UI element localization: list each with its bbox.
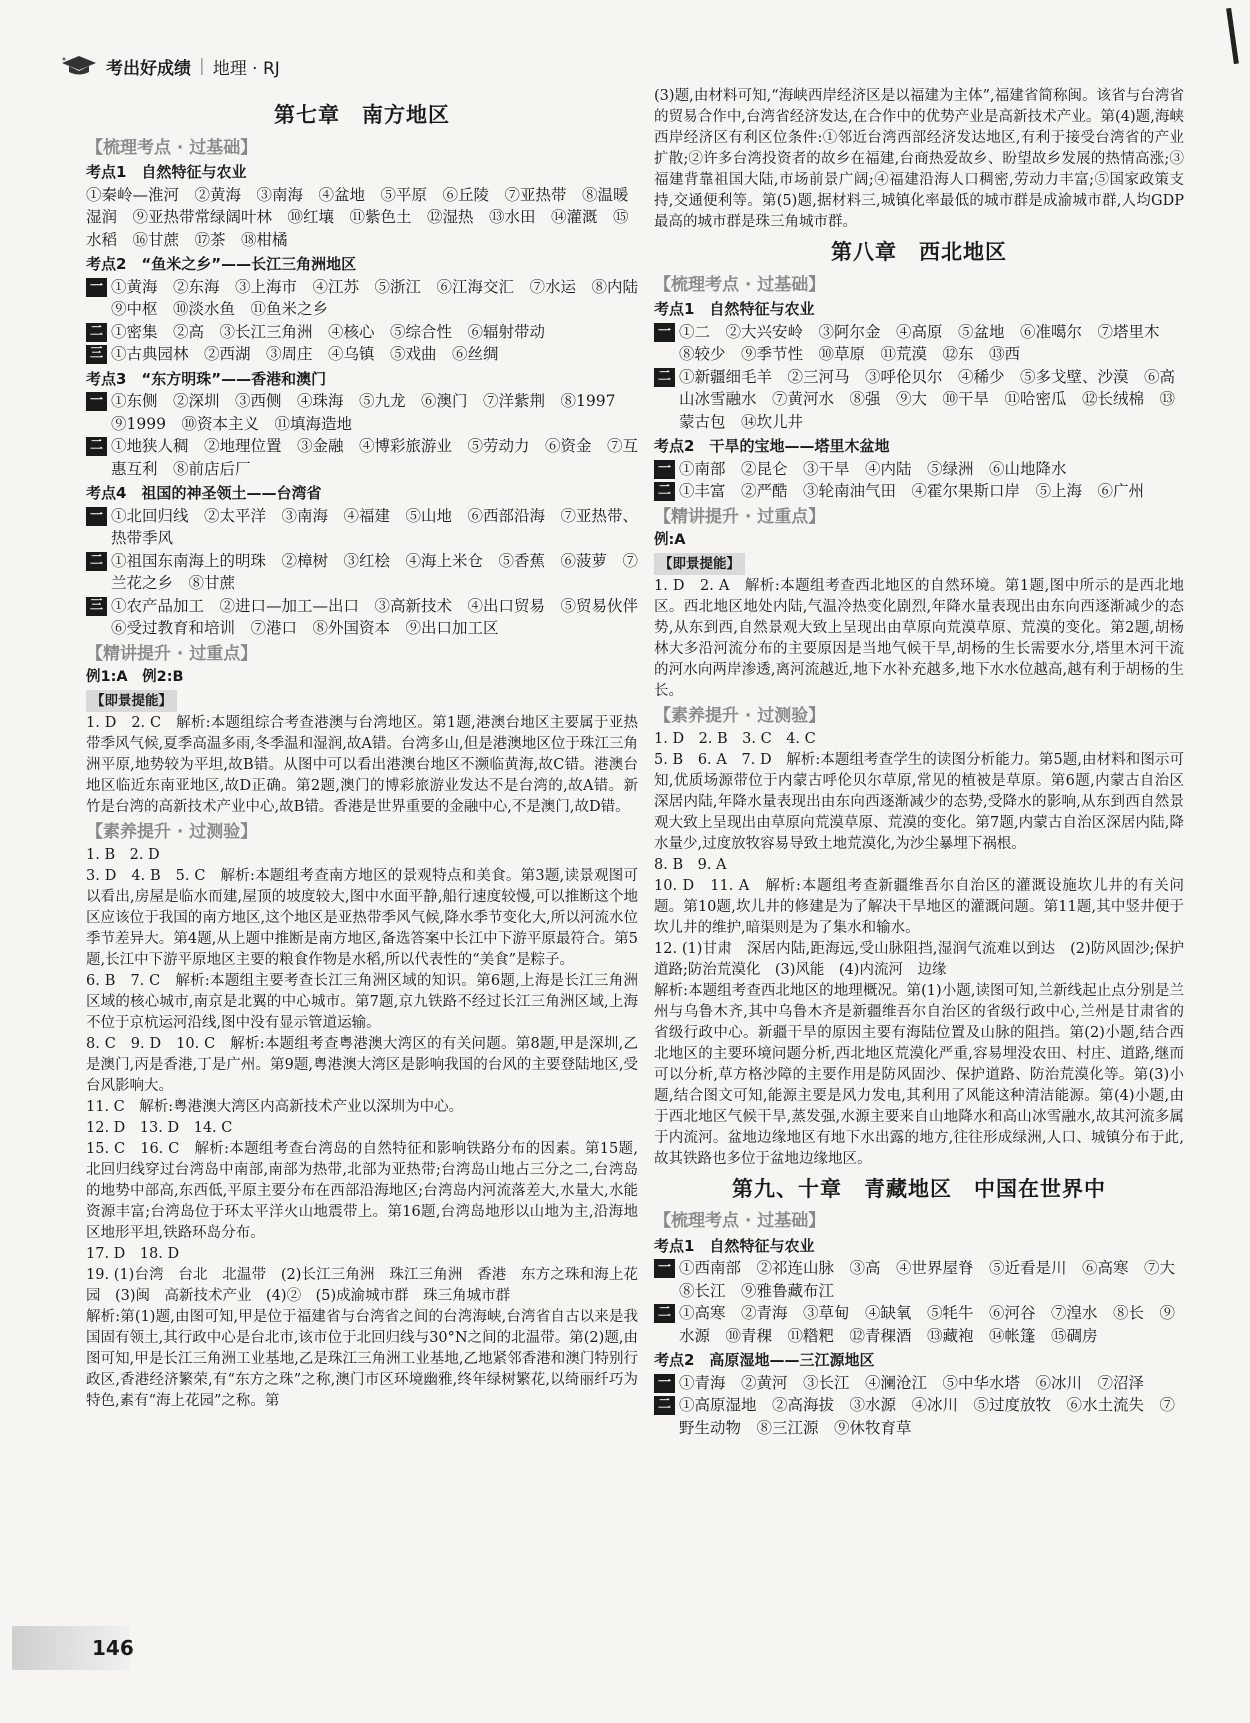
section-heading-key-points-ch8: 【精讲提升 · 过重点】 [654, 506, 826, 527]
instant-practice-label: 【即景提能】 [86, 690, 177, 713]
chapter-7-title: 第七章 南方地区 [274, 103, 450, 127]
left-column [86, 96, 654, 1412]
badge-two: 二 [86, 437, 107, 456]
ch8-answer-block-4: 8. B 9. A [654, 856, 727, 873]
example-answers: 例1:A 例2:B [86, 669, 184, 685]
kp4-heading: 考点4 祖国的神圣领土——台湾省 [86, 484, 322, 502]
badge-two: 二 [654, 1304, 675, 1323]
answer-block-10: 19. (1)台湾 台北 北温带 (2)长江三角洲 珠江三角洲 香港 东方之珠和海上花园 (3)闽 高新技术产业 (4)② (5)成渝城市群 珠三角城市群 [86, 1266, 638, 1304]
brand-name: 考出好成绩 [106, 58, 191, 79]
kp4-part-3-text: ①农产品加工 ②进口—加工—出口 ③高新技术 ④出口贸易 ⑤贸易伙伴 ⑥受过教育和培训 ⑦港口 ⑧外国资本 ⑨出口加工区 [111, 596, 654, 637]
answer-block-9: 17. D 18. D [86, 1245, 180, 1262]
ch8-kp2-heading: 考点2 干旱的宝地——塔里木盆地 [654, 437, 890, 455]
answer-block-11: 解析:第(1)题,由图可知,甲是位于福建省与台湾省之间的台湾海峡,台湾省自古以来是我国固有领土,其行政中心是台北市,该市位于北回归线与30°N之间的北温带。第(2)题,由图可知,甲是长江三角洲工业基地,乙是珠江三角洲工业基地,乙地紧邻香港和澳门特别行政区,香港经济繁荣,有“东方之珠”之称,澳门市区环境幽雅,终年绿树繁花,以绮丽纤巧为特色,素有“海上花园”之称。第 [86, 1308, 638, 1409]
ch8-kp1-part-2-text: ①新疆细毛羊 ②三河马 ③呼伦贝尔 ④稀少 ⑤多戈壁、沙漠 ⑥高山冰雪融水 ⑦黄河水 ⑧强 ⑨大 ⑩干旱 ⑪哈密瓜 ⑫长绒棉 ⑬蒙古包 ⑭坎儿井 [679, 367, 1176, 431]
badge-one: 一 [654, 460, 675, 479]
graduation-cap-icon [60, 54, 98, 78]
section-heading-basics-ch8: 【梳理考点 · 过基础】 [654, 274, 826, 295]
answer-block-8: 15. C 16. C 解析:本题组考查台湾岛的自然特征和影响铁路分布的因素。第15题,北回归线穿过台湾岛中南部,南部为热带,北部为亚热带;台湾岛山地占三分之二,台湾岛的地势中部高,东西低,平原主要分布在西部沿海地区;台湾岛内河流落差大,水量大,水能资源丰富;台湾岛位于环太平洋火山地震带上。第16题,台湾岛地形以山地为主,沿海地区地形平坦,铁路环岛分布。 [86, 1140, 638, 1241]
badge-two: 二 [86, 552, 107, 571]
badge-two: 二 [654, 1396, 675, 1415]
ch8-kp1-part-2 [654, 366, 1184, 434]
ch8-answer-block-7: 解析:本题组考查西北地区的地理概况。第(1)小题,读图可知,兰新线起止点分别是兰州与乌鲁木齐,其中乌鲁木齐是新疆维吾尔自治区的省级行政中心,兰州是甘肃省的省级行政中心。新疆干旱的原因主要有海陆位置及山脉的阻挡。第(2)小题,结合西北地区的主要环境问题分析,西北地区荒漠化严重,容易埋没农田、村庄、道路,继而可以分析,草方格沙障的主要作用是防风固沙、保护道路、防治荒漠化等。第(3)小题,结合图文可知,能源主要是风力发电,其利用了风能这种清洁能源。第(4)小题,由于西北地区气候干旱,蒸发强,水源主要来自山地降水和高山冰雪融水,故其河流多属于内流河。盆地边缘地区有地下水出露的地方,往往形成绿洲,人口、城镇分布于此,故其铁路也多位于盆地边缘地区。 [654, 982, 1184, 1167]
kp3-part-1-text: ①东侧 ②深圳 ③西侧 ④珠海 ⑤九龙 ⑥澳门 ⑦洋紫荆 ⑧1997 ⑨1999 ⑩资本主义 ⑪填海造地 [111, 392, 631, 433]
answer-block-2: 1. B 2. D [86, 846, 160, 863]
kp2-part-3-text: ①古典园林 ②西湖 ③周庄 ④乌镇 ⑤戏曲 ⑥丝绸 [111, 345, 499, 363]
ch8-answer-block-3: 5. B 6. A 7. D 解析:本题组考查学生的读图分析能力。第5题,由材料和图示可知,优质场源带位于内蒙古呼伦贝尔草原,常见的植被是草原。第6题,内蒙古自治区深居内陆,年降水量表现出由东向西逐渐减少的态势,受降水的影响,从东到西自然景观大致上呈现出由草原向荒漠草原、荒漠的变化。第7题,内蒙古自治区深居内陆,降水量少,过度放牧容易导致土地荒漠化,为沙尘暴埋下祸根。 [654, 751, 1184, 852]
kp2-part-3 [86, 343, 638, 366]
badge-one: 一 [654, 323, 675, 342]
ch8-example-answer: 例:A [654, 532, 686, 548]
badge-three: 三 [86, 345, 107, 364]
ch8-kp2-part-1 [654, 458, 1184, 481]
ch8-kp1-heading: 考点1 自然特征与农业 [654, 300, 815, 318]
ch8-kp1-part-1 [654, 321, 1184, 366]
kp4-part-3 [86, 595, 654, 640]
kp4-part-1 [86, 505, 638, 550]
ch9-kp1-part-2 [654, 1302, 1184, 1347]
kp3-part-1 [86, 390, 638, 435]
section-heading-basics: 【梳理考点 · 过基础】 [86, 137, 258, 158]
subject-label: 地理 · RJ [212, 58, 280, 79]
badge-two: 二 [86, 323, 107, 342]
ch8-answer-block-1: 1. D 2. A 解析:本题组考查西北地区的自然环境。第1题,图中所示的是西北地区。西北地区地处内陆,气温冷热变化剧烈,年降水量表现出由东向西逐渐减少的态势,从东到西,自然景观大致上呈现出由草原向荒漠草原、荒漠的变化。第2题,胡杨林大多沿河流分布的主要原因是当地气候干旱,胡杨的生长需要水分,塔里木河干流的河水向两岸渗透,离河流越近,地下水补充越多,地下水水位越高,越有利于胡杨的生长。 [654, 578, 1184, 699]
continued-analysis: (3)题,由材料可知,“海峡西岸经济区是以福建为主体”,福建省简称闽。该省与台湾省的贸易合作中,台湾省经济发达,在合作中的优势产业是高新技术产业。第(4)题,海峡西岸经济区有利区位条件:①邻近台湾西部经济发达地区,有利于接受台湾省的产业扩散;②许多台湾投资者的故乡在福建,台商热爱故乡、盼望故乡发展的热情高涨;③福建背靠祖国大陆,市场前景广阔;④福建沿海人口稠密,劳动力丰富;⑤国家政策支持,交通便利等。第(5)题,据材料三,城镇化率最低的城市群是成渝城市群,人均GDP最高的城市群是珠三角城市群。 [654, 88, 1184, 230]
answer-block-4: 6. B 7. C 解析:本题组主要考查长江三角洲区域的知识。第6题,上海是长江三角洲区域的核心城市,南京是北翼的中心城市。第7题,京九铁路不经过长江三角洲区域,上海不位于京杭运河沿线,图中没有显示管道运输。 [86, 972, 638, 1031]
chapter-8-title: 第八章 西北地区 [831, 240, 1007, 264]
right-column [654, 86, 1191, 1439]
chapter-9-10-title: 第九、十章 青藏地区 中国在世界中 [732, 1176, 1106, 1201]
kp3-heading: 考点3 “东方明珠”——香港和澳门 [86, 369, 327, 388]
kp4-part-2 [86, 550, 638, 595]
ch9-kp2-part-1-text: ①青海 ②黄河 ③长江 ④澜沧江 ⑤中华水塔 ⑥冰川 ⑦沼泽 [679, 1373, 1145, 1392]
answer-block-5: 8. C 9. D 10. C 解析:本题组考查粤港澳大湾区的有关问题。第8题,甲是深圳,乙是澳门,丙是香港,丁是广州。第9题,粤港澳大湾区是影响我国的台风的主要登陆地区,受台风影响大。 [86, 1035, 638, 1094]
kp2-part-2-text: ①密集 ②高 ③长江三角洲 ④核心 ⑤综合性 ⑥辐射带动 [111, 322, 546, 341]
kp2-part-1 [86, 276, 654, 321]
answer-block-1: 1. D 2. C 解析:本题组综合考查港澳与台湾地区。第1题,港澳台地区主要属于亚热带季风气候,夏季高温多雨,冬季温和湿润,故A错。台湾多山,但是港澳地区位于珠江三角洲平原,地势较为平坦,故B错。从图中可以看出港澳台地区不濒临黄海,故C错。港澳台地区临近东南亚地区,故D正确。第2题,澳门的博彩旅游业发达不是台湾的,故A错。新竹是台湾的高新技术产业中心,故B错。香港是世界重要的金融中心,不是澳门,故D错。 [86, 715, 638, 815]
kp1-heading: 考点1 自然特征与农业 [86, 163, 247, 181]
ch8-kp2-part-1-text: ①南部 ②昆仑 ③干旱 ④内陆 ⑤绿洲 ⑥山地降水 [679, 459, 1067, 478]
ch8-answer-block-2: 1. D 2. B 3. C 4. C [654, 730, 816, 747]
badge-one: 一 [654, 1259, 675, 1278]
section-heading-tests-ch8: 【素养提升 · 过测验】 [654, 706, 826, 726]
section-heading-tests: 【素养提升 · 过测验】 [86, 822, 258, 842]
header-separator: | [199, 56, 205, 76]
ch9-kp2-part-2-text: ①高原湿地 ②高海拔 ③水源 ④冰川 ⑤过度放牧 ⑥水土流失 ⑦野生动物 ⑧三江源 ⑨休牧育草 [679, 1396, 1176, 1437]
badge-three: 三 [86, 597, 107, 616]
ch8-kp2-part-2 [654, 480, 1184, 503]
badge-one: 一 [654, 1374, 675, 1393]
ch9-kp1-heading: 考点1 自然特征与农业 [654, 1236, 815, 1255]
answer-block-7: 12. D 13. D 14. C [86, 1119, 233, 1136]
badge-two: 二 [654, 482, 675, 501]
badge-two: 二 [654, 368, 675, 387]
page-edge-mark [1226, 8, 1239, 64]
badge-one: 一 [86, 392, 107, 411]
kp3-part-2-text: ①地狭人稠 ②地理位置 ③金融 ④博彩旅游业 ⑤劳动力 ⑥资金 ⑦互惠互利 ⑧前店后厂 [111, 437, 639, 478]
ch9-kp2-heading: 考点2 高原湿地——三江源地区 [654, 1351, 875, 1369]
kp4-part-2-text: ①祖国东南海上的明珠 ②樟树 ③红桧 ④海上米仓 ⑤香蕉 ⑥菠萝 ⑦兰花之乡 ⑧甘蔗 [111, 551, 639, 592]
page-header [60, 48, 620, 84]
answer-block-3: 3. D 4. B 5. C 解析:本题组考查南方地区的景观特点和美食。第3题,读景观图可以看出,房屋是临水而建,屋顶的坡度较大,图中水面平静,船行速度较慢,可以推断这个地区应该位于我国的南方地区,这个地区是亚热带季风气候,降水季节变化大,所以河流水位季节差异大。第4题,从上题中推断是南方地区,备选答案中长江中下游平原最符合。第5题,长江中下游平原地区主要的粮食作物是水稻,所以代表性的“美食”是粽子。 [86, 867, 638, 968]
ch9-kp1-part-1-text: ①西南部 ②祁连山脉 ③高 ④世界屋脊 ⑤近看是川 ⑥高寒 ⑦大 ⑧长江 ⑨雅鲁藏布江 [679, 1259, 1191, 1300]
ch8-kp2-part-2-text: ①丰富 ②严酷 ③轮南油气田 ④霍尔果斯口岸 ⑤上海 ⑥广州 [679, 482, 1145, 500]
ch9-kp1-part-2-text: ①高寒 ②青海 ③草甸 ④缺氧 ⑤牦牛 ⑥河谷 ⑦湟水 ⑧长 ⑨水源 ⑩青稞 ⑪糌粑 ⑫青稞酒 ⑬藏袍 ⑭帐篷 ⑮碉房 [679, 1304, 1176, 1345]
kp2-heading: 考点2 “鱼米之乡”——长江三角洲地区 [86, 255, 357, 273]
ch8-instant-practice-label: 【即景提能】 [654, 553, 745, 576]
page-number: 146 [12, 1626, 130, 1670]
ch8-answer-block-6: 12. (1)甘肃 深居内陆,距海远,受山脉阻挡,湿润气流难以到达 (2)防风固沙;保护道路;防治荒漠化 (3)风能 (4)内流河 边缘 [654, 940, 1184, 978]
ch8-answer-block-5: 10. D 11. A 解析:本题组考查新疆维吾尔自治区的灌溉设施坎儿井的有关问题。第10题,坎儿井的修建是为了解决干旱地区的灌溉问题。第11题,其中竖井便于坎儿井的维护,暗渠则是为了集水和输水。 [654, 877, 1184, 936]
ch9-kp2-part-1 [654, 1372, 1184, 1395]
ch9-kp1-part-1 [654, 1257, 1191, 1302]
answer-block-6: 11. C 解析:粤港澳大湾区内高新技术产业以深圳为中心。 [86, 1098, 464, 1115]
kp2-part-2 [86, 321, 638, 344]
kp4-part-1-text: ①北回归线 ②太平洋 ③南海 ④福建 ⑤山地 ⑥西部沿海 ⑦亚热带、热带季风 [111, 506, 639, 547]
kp3-part-2 [86, 435, 638, 480]
ch9-kp2-part-2 [654, 1394, 1184, 1439]
kp1-answers: ①秦岭—淮河 ②黄海 ③南海 ④盆地 ⑤平原 ⑥丘陵 ⑦亚热带 ⑧温暖湿润 ⑨亚热带常绿阔叶林 ⑩红壤 ⑪紫色土 ⑫湿热 ⑬水田 ⑭灌溉 ⑮水稻 ⑯甘蔗 ⑰茶 ⑱柑橘 [86, 185, 629, 249]
badge-one: 一 [86, 278, 107, 297]
section-heading-basics-ch9: 【梳理考点 · 过基础】 [654, 1211, 826, 1231]
ch8-kp1-part-1-text: ①二 ②大兴安岭 ③阿尔金 ④高原 ⑤盆地 ⑥准噶尔 ⑦塔里木 ⑧较少 ⑨季节性 ⑩草原 ⑪荒漠 ⑫东 ⑬西 [679, 322, 1176, 363]
section-heading-key-points: 【精讲提升 · 过重点】 [86, 643, 258, 664]
kp2-part-1-text: ①黄海 ②东海 ③上海市 ④江苏 ⑤浙江 ⑥江海交汇 ⑦水运 ⑧内陆 ⑨中枢 ⑩淡水鱼 ⑪鱼米之乡 [111, 277, 654, 318]
badge-one: 一 [86, 507, 107, 526]
